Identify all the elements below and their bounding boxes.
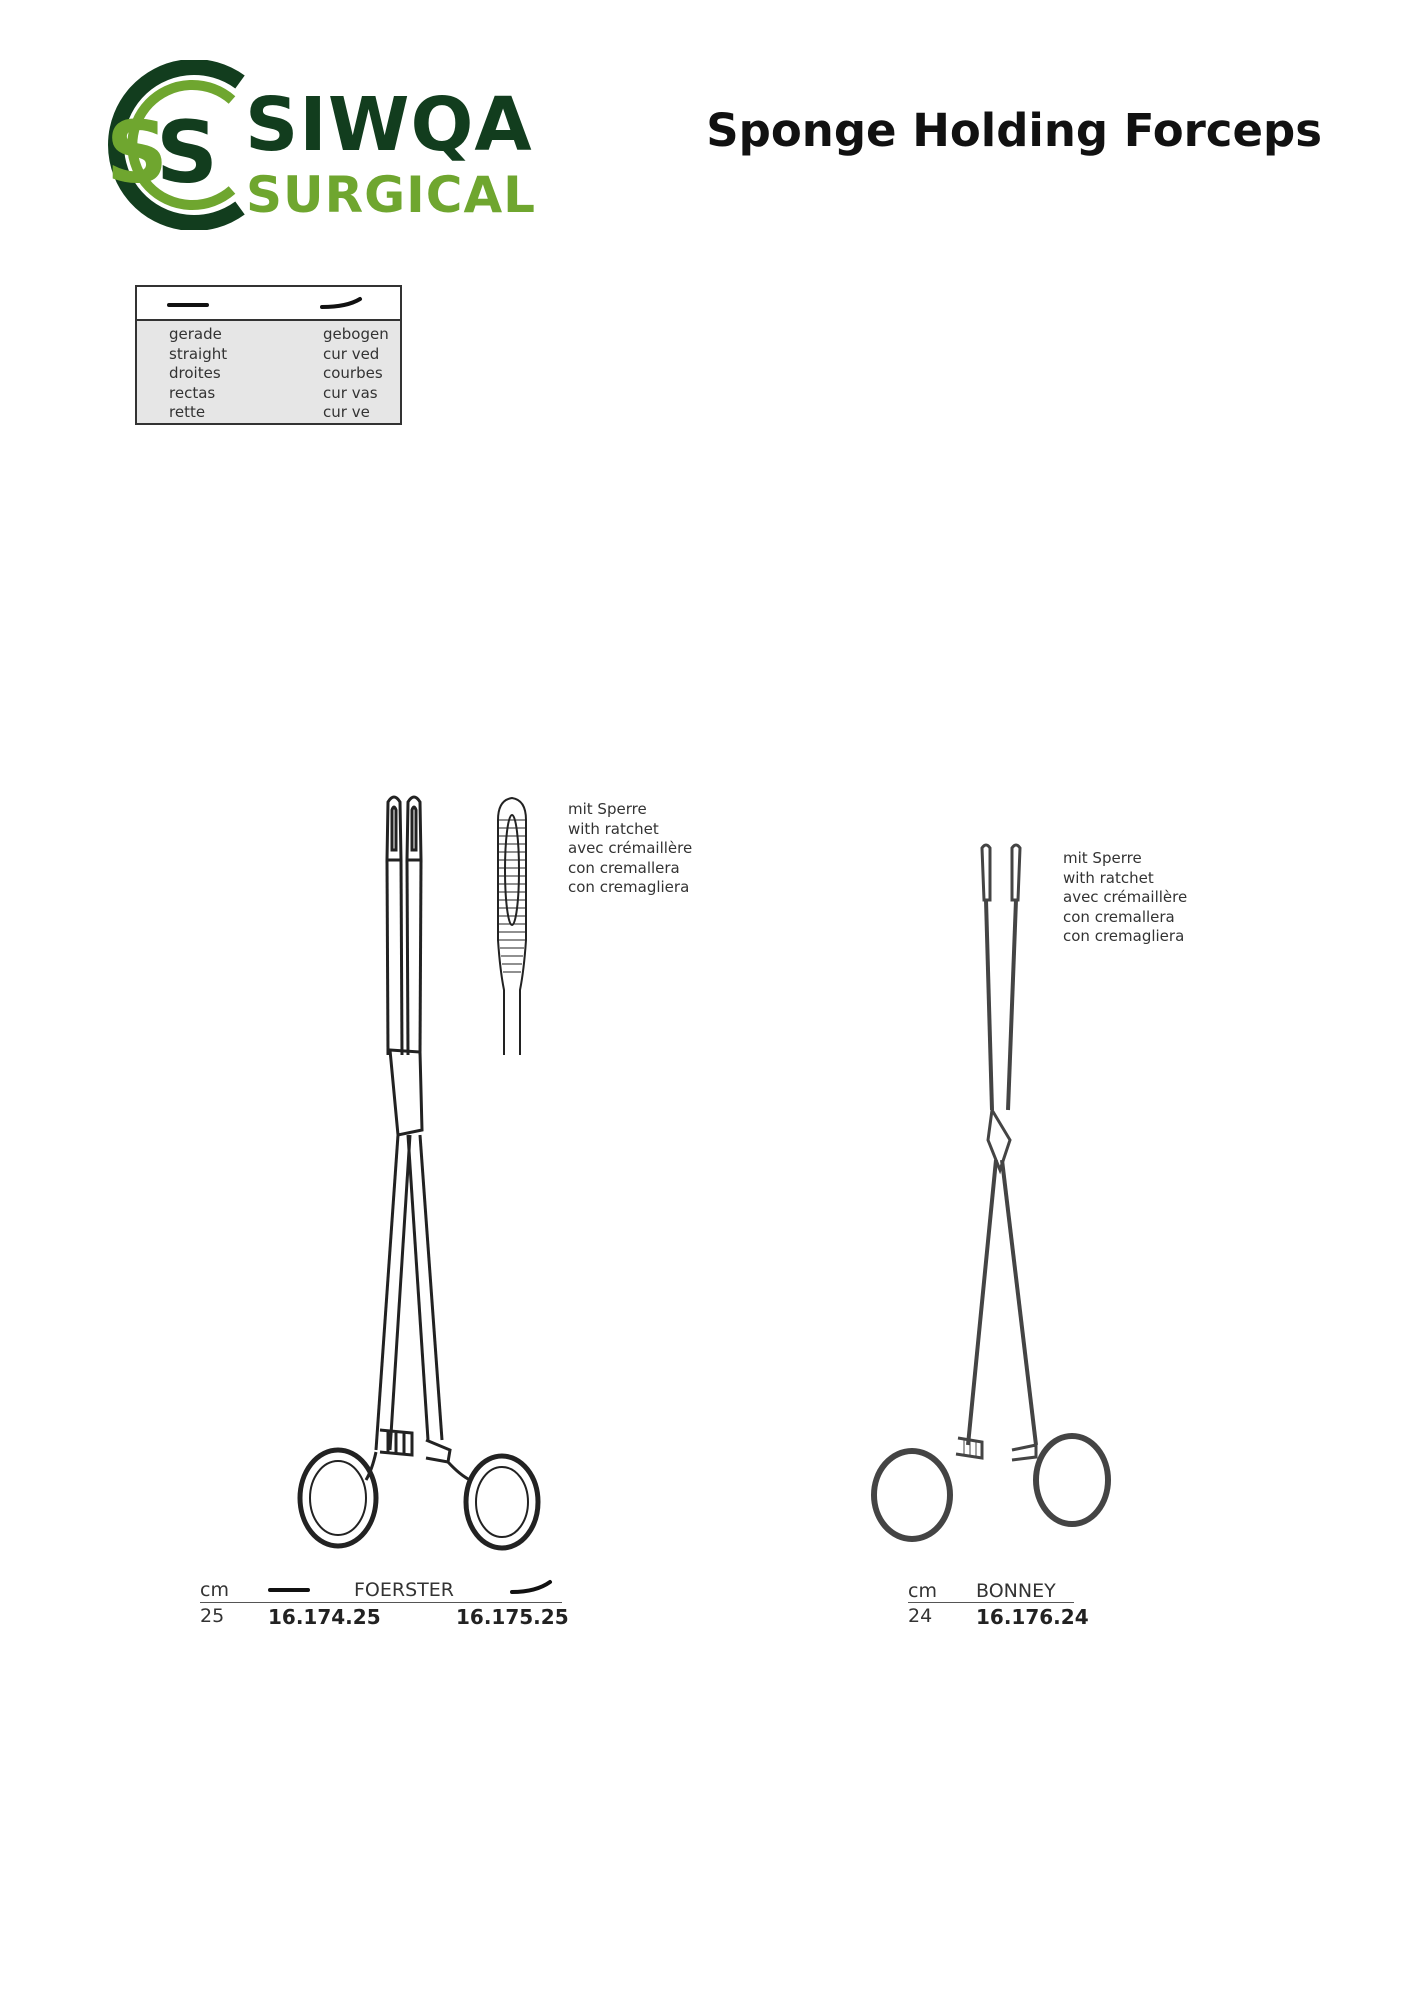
logo-letter-s-1: S [106,103,168,203]
legend-straight-es: rectas [169,383,216,402]
foerster-note-de: mit Sperre [568,800,647,818]
foerster-ratchet-note [568,800,692,898]
foerster-unit-label: cm [200,1579,229,1601]
foerster-length: 25 [200,1605,225,1627]
brand-subname: SURGICAL [246,166,537,224]
brand-name: SIWQA [245,82,533,168]
legend-curved-column [323,325,389,423]
bonney-code: 16.176.24 [976,1605,1089,1629]
bonney-caption-rule [908,1602,1074,1603]
logo-letter-s-2: S [156,103,218,203]
bonney-note-it: con cremagliera [1063,927,1185,945]
foerster-note-es: con cremallera [568,858,680,877]
bonney-note-de: mit Sperre [1063,849,1142,867]
foerster-note-fr: avec crémaillère [568,839,693,857]
legend-straight-en: straight [169,344,228,363]
curved-shape-icon [322,299,360,307]
legend-box [135,285,402,425]
legend-curved-fr: courbes [323,364,383,382]
straight-shape-icon [266,1580,314,1600]
foerster-caption-rule [200,1602,562,1603]
legend-straight-it: rette [169,403,206,421]
legend-curved-en: cur ved [323,344,380,363]
foerster-name: FOERSTER [354,1579,454,1601]
foerster-code-curved: 16.175.25 [456,1605,569,1629]
legend-curved-it: cur ve [323,403,370,421]
page-title: Sponge Holding Forceps [706,104,1322,157]
foerster-jaw-detail [490,790,535,1060]
bonney-name: BONNEY [976,1580,1056,1602]
foerster-code-straight: 16.174.25 [268,1605,381,1629]
legend-straight-fr: droites [169,364,221,382]
foerster-note-it: con cremagliera [568,878,690,896]
legend-header [137,287,400,321]
bonney-ratchet-note [1063,849,1187,947]
curved-shape-icon [508,1574,556,1600]
legend-curved-es: cur vas [323,383,378,402]
legend-straight-de: gerade [169,325,222,343]
bonney-note-en: with ratchet [1063,868,1154,887]
legend-straight-column [169,325,227,423]
foerster-note-en: with ratchet [568,819,659,838]
legend-curved-de: gebogen [323,325,389,343]
bonney-note-fr: avec crémaillère [1063,888,1188,906]
bonney-unit-label: cm [908,1580,937,1602]
bonney-note-es: con cremallera [1063,907,1175,926]
legend-shape-icons [137,287,400,317]
bonney-forceps-illustration [860,840,1140,1560]
bonney-length: 24 [908,1605,933,1627]
